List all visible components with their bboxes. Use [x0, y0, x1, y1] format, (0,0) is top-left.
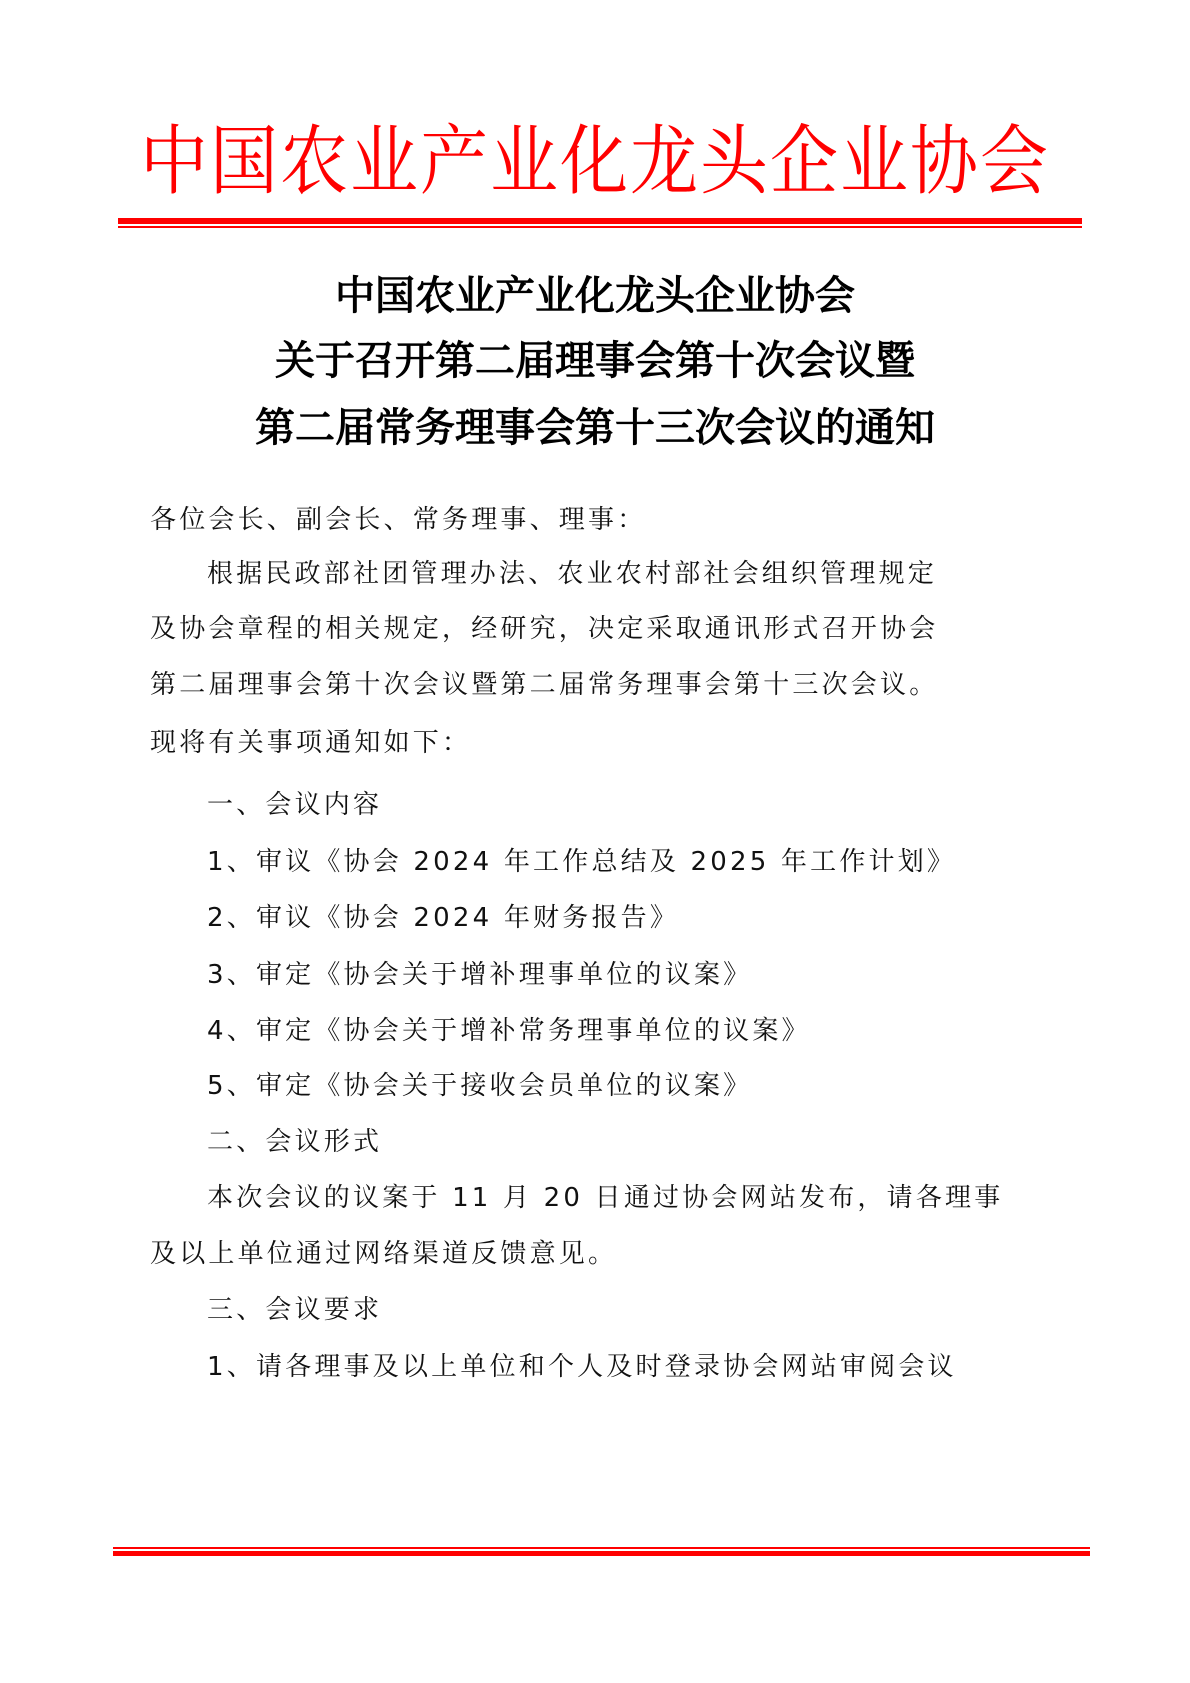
intro-line-4: 现将有关事项通知如下：: [150, 728, 472, 758]
intro-line-1: 根据民政部社团管理办法、农业农村部社会组织管理规定: [207, 559, 938, 589]
agenda-item-1: 1、审议《协会 2024 年工作总结及 2025 年工作计划》: [207, 847, 957, 877]
format-line-2: 及以上单位通过网络渠道反馈意见。: [150, 1239, 618, 1269]
document-title-line-2: 关于召开第二届理事会第十次会议暨: [275, 337, 915, 384]
header-rule-thick: [118, 218, 1082, 224]
section-heading-format: 二、会议形式: [207, 1127, 383, 1157]
format-line-1: 本次会议的议案于 11 月 20 日通过协会网站发布，请各理事: [207, 1183, 1004, 1213]
document-title-line-3: 第二届常务理事会第十三次会议的通知: [255, 404, 935, 451]
agenda-item-3: 3、审定《协会关于增补理事单位的议案》: [207, 960, 753, 990]
document-title-line-1: 中国农业产业化龙头企业协会: [335, 272, 855, 319]
footer-rule-thick: [113, 1551, 1090, 1556]
agenda-item-2: 2、审议《协会 2024 年财务报告》: [207, 903, 680, 933]
footer-rule-thin: [113, 1547, 1090, 1549]
header-rule-thin: [118, 226, 1082, 228]
salutation: 各位会长、副会长、常务理事、理事：: [150, 505, 647, 535]
requirement-line-1: 1、请各理事及以上单位和个人及时登录协会网站审阅会议: [207, 1352, 957, 1382]
organization-masthead: 中国农业产业化龙头企业协会: [139, 118, 1050, 207]
agenda-item-4: 4、审定《协会关于增补常务理事单位的议案》: [207, 1016, 811, 1046]
section-heading-requirements: 三、会议要求: [207, 1295, 383, 1325]
intro-line-3: 第二届理事会第十次会议暨第二届常务理事会第十三次会议。: [150, 670, 939, 700]
intro-line-2: 及协会章程的相关规定，经研究，决定采取通讯形式召开协会: [150, 614, 939, 644]
agenda-item-5: 5、审定《协会关于接收会员单位的议案》: [207, 1071, 753, 1101]
section-heading-content: 一、会议内容: [207, 790, 383, 820]
